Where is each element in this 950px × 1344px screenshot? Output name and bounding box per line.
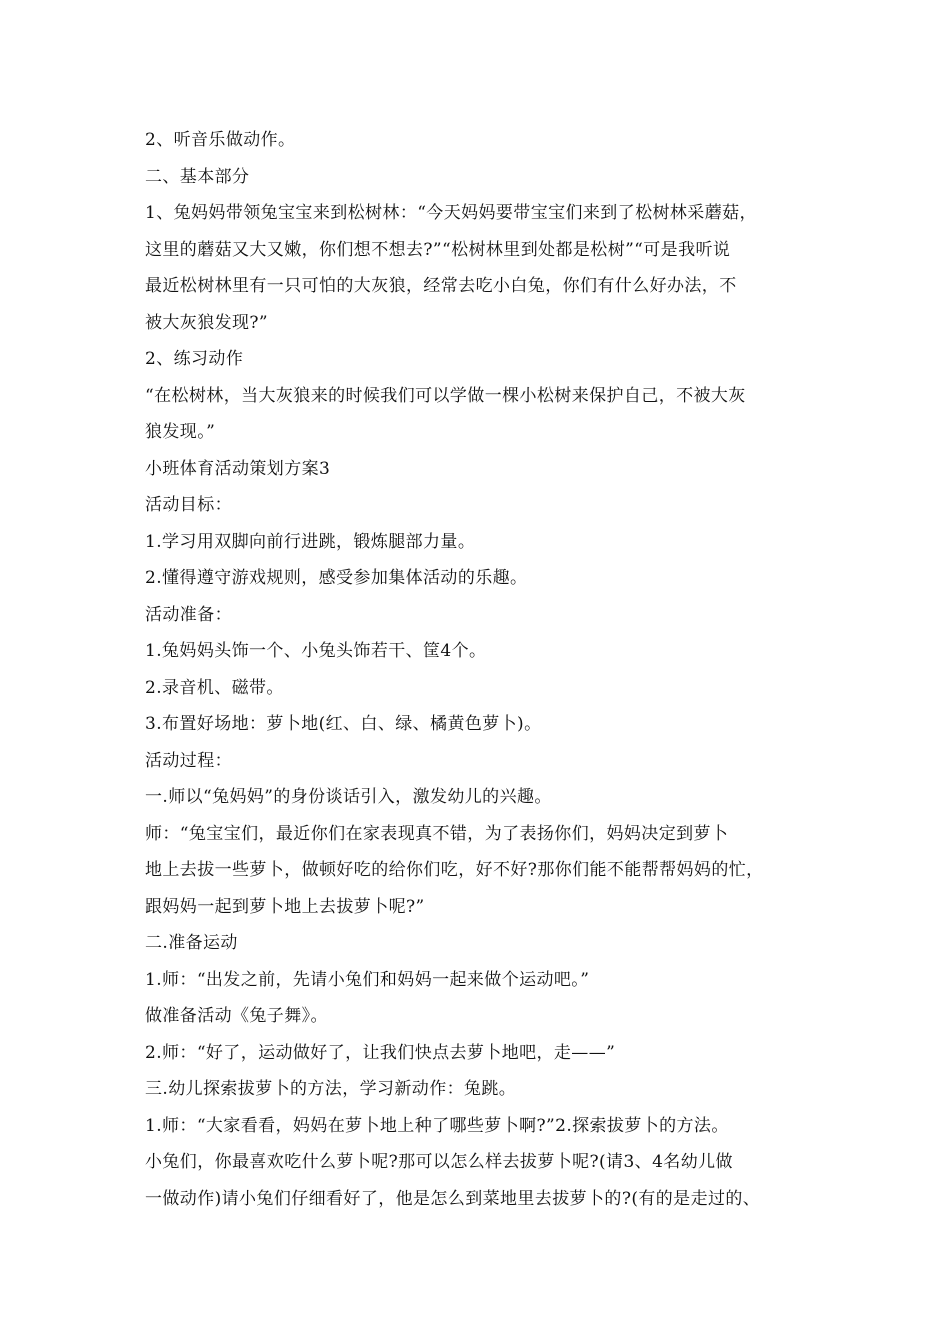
section-heading: 活动目标： bbox=[145, 495, 232, 515]
text-line: 师：“兔宝宝们，最近你们在家表现真不错，为了表扬你们，妈妈决定到萝卜 bbox=[145, 823, 729, 844]
section-heading: 二.准备运动 bbox=[145, 933, 238, 953]
text-line: 跟妈妈一起到萝卜地上去拔萝卜呢?” bbox=[145, 896, 425, 917]
text-line: 一做动作)请小兔们仔细看好了，他是怎么到菜地里去拔萝卜的?(有的是走过的、 bbox=[145, 1188, 761, 1209]
section-heading: 二、基本部分 bbox=[145, 166, 250, 187]
text-line: 小兔们，你最喜欢吃什么萝卜呢?那可以怎么样去拔萝卜呢?(请3、4名幼儿做 bbox=[145, 1152, 733, 1172]
text-line: 被大灰狼发现?” bbox=[145, 312, 269, 333]
text-line: 1、兔妈妈带领兔宝宝来到松树林：“今天妈妈要带宝宝们来到了松树林采蘑菇， bbox=[145, 203, 757, 223]
section-heading: 三.幼儿探索拔萝卜的方法，学习新动作：兔跳。 bbox=[145, 1079, 517, 1099]
text-line: “在松树林，当大灰狼来的时候我们可以学做一棵小松树来保护自己，不被大灰 bbox=[145, 385, 746, 406]
text-line: 做准备活动《兔子舞》。 bbox=[145, 1006, 328, 1026]
text-line: 一.师以“兔妈妈”的身份谈话引入，激发幼儿的兴趣。 bbox=[145, 787, 552, 807]
section-heading: 活动准备： bbox=[145, 604, 232, 625]
text-line: 狼发现。” bbox=[145, 422, 216, 442]
text-line: 地上去拔一些萝卜，做顿好吃的给你们吃，好不好?那你们能不能帮帮妈妈的忙， bbox=[145, 860, 764, 880]
text-line: 2、听音乐做动作。 bbox=[145, 130, 296, 150]
text-line: 这里的蘑菇又大又嫩，你们想不想去?”“松树林里到处都是松树”“可是我听说 bbox=[145, 239, 731, 260]
text-line: 最近松树林里有一只可怕的大灰狼，经常去吃小白兔，你们有什么好办法，不 bbox=[145, 276, 737, 296]
text-line: 1.兔妈妈头饰一个、小兔头饰若干、筐4个。 bbox=[145, 641, 487, 661]
text-line: 2、练习动作 bbox=[145, 349, 244, 369]
document-page bbox=[145, 122, 815, 1217]
text-line: 1.师：“出发之前，先请小兔们和妈妈一起来做个运动吧。” bbox=[145, 969, 590, 990]
text-line: 2.录音机、磁带。 bbox=[145, 677, 284, 698]
text-line: 2.懂得遵守游戏规则，感受参加集体活动的乐趣。 bbox=[145, 568, 528, 588]
plan-title: 小班体育活动策划方案3 bbox=[145, 458, 331, 479]
text-line: 3.布置好场地：萝卜地(红、白、绿、橘黄色萝卜)。 bbox=[145, 714, 542, 734]
text-line: 1.学习用双脚向前行进跳，锻炼腿部力量。 bbox=[145, 531, 476, 552]
text-line: 1.师：“大家看看，妈妈在萝卜地上种了哪些萝卜啊?”2.探索拔萝卜的方法。 bbox=[145, 1115, 729, 1136]
section-heading: 活动过程： bbox=[145, 750, 232, 771]
text-line: 2.师：“好了，运动做好了，让我们快点去萝卜地吧，走——” bbox=[145, 1042, 616, 1063]
